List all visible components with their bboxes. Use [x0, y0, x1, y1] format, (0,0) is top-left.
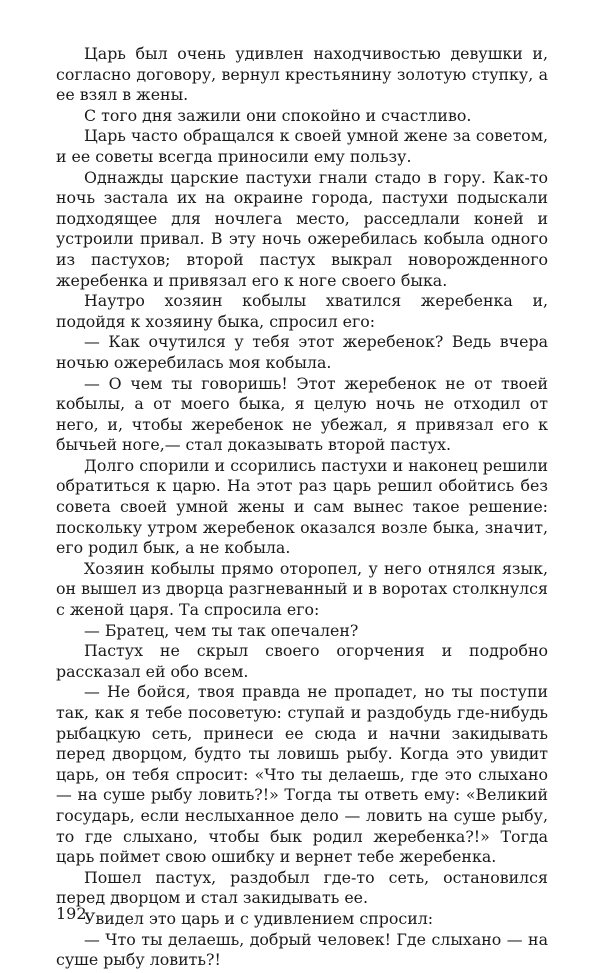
paragraph: — Братец, чем ты так опечален? — [84, 620, 359, 640]
paragraph: Пастух не скрыл своего огорчения и подробно рассказал ей обо всем. — [56, 641, 548, 681]
paragraph: — Не бойся, твоя правда не пропадет, но ты поступи так, как я тебе посоветую: ступай и раздобудь где-нибудь рыбацкую сеть, принеси ее сюда и начни закидывать перед дворцом, будто ты ловишь рыбу. Когда это увидит царь, он тебя спросит: «Что ты делаешь, где это слыхано — на суше рыбу ловить?!» Тогда ты ответь ему: «Великий государь, если неслыханное дело — ловить на суше рыбу, то где слыхано, чтобы бык родил жеребенка?!» Тогда царь поймет свою ошибку и вернет тебе жеребенка. — [56, 682, 548, 867]
paragraph: — Что ты делаешь, добрый человек! Где слыхано — на суше рыбу ловить?! — [56, 929, 548, 970]
paragraph: Царь был очень удивлен находчивостью девушки и, согласно договору, вернул крестьянину золотую ступку, а ее взял в жены. — [56, 44, 548, 105]
paragraph: Однажды царские пастухи гнали стадо в гору. Как-то ночь застала их на окраине города, пастухи подыскали подходящее для ночлега место, расседлали коней и устроили привал. В эту ночь ожеребилась кобыла одного из пастухов; второй пастух выкрал новорожденного жеребенка и привязал его к ноге своего быка. — [56, 167, 548, 290]
page-number: 192 — [56, 904, 87, 923]
paragraph: Хозяин кобылы прямо оторопел, у него отнялся язык, он вышел из дворца разгневанный и в воротах столкнулся с женой царя. Та спросила его: — [56, 558, 548, 620]
paragraph: Увидел это царь и с удивлением спросил: — [84, 908, 434, 928]
paragraph: Наутро хозяин кобылы хватился жеребенка и, подойдя к хозяину быка, спросил его: — [56, 291, 548, 331]
paragraph: Царь часто обращался к своей умной жене за советом, и ее советы всегда приносили ему пользу. — [56, 126, 548, 166]
paragraph: Пошел пастух, раздобыл где-то сеть, остановился перед дворцом и стал закидывать ее. — [56, 867, 548, 908]
paragraph: Долго спорили и ссорились пастухи и наконец решили обратиться к царю. На этот раз царь решил обойтись без совета своей умной жены и сам вынес такое решение: поскольку утром жеребенок оказался возле быка, значит, его родил бык, а не кобыла. — [56, 455, 548, 558]
paragraph: С того дня зажили они спокойно и счастливо. — [84, 105, 472, 125]
body-text — [56, 44, 548, 971]
paragraph: — Как очутился у тебя этот жеребенок? Ведь вчера ночью ожеребилась моя кобыла. — [56, 332, 548, 372]
paragraph: — О чем ты говоришь! Этот жеребенок не от твоей кобылы, а от моего быка, я целую ночь не отходил от него, и, чтобы жеребенок не убежал, я привязал его к бычьей ноге,— стал доказывать второй пастух. — [56, 373, 548, 455]
